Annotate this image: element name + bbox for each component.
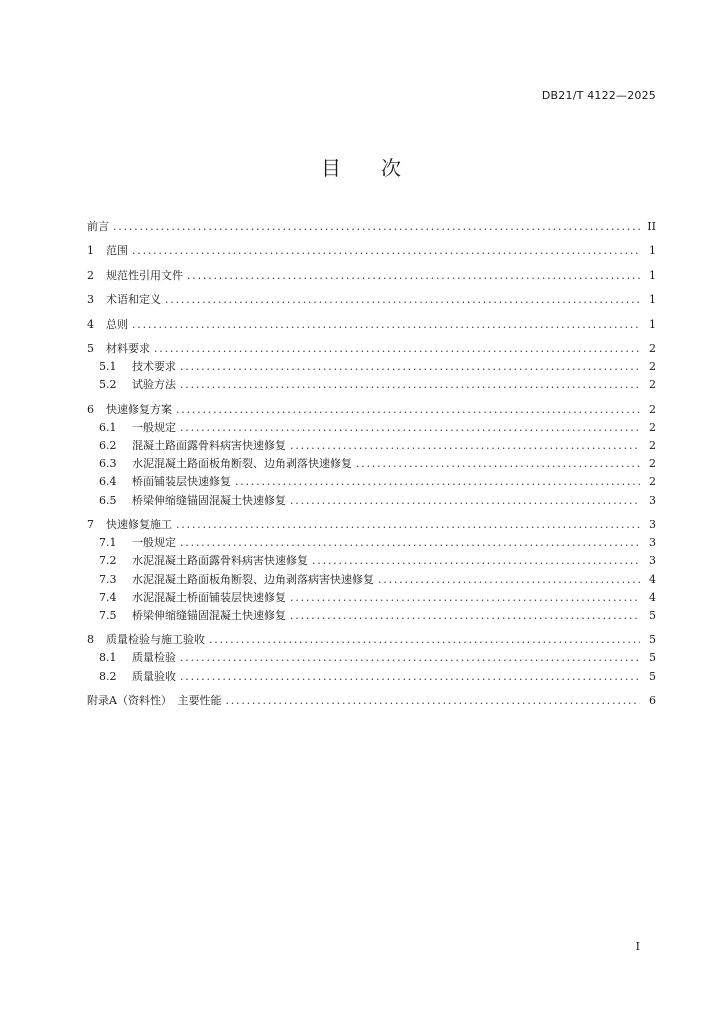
toc-entry-page: 4 — [649, 572, 656, 586]
toc-entry[interactable] — [87, 492, 656, 510]
toc-entry-label: 质量验收 — [132, 669, 176, 683]
toc-entry[interactable] — [87, 242, 656, 260]
toc-dot-leader — [187, 269, 640, 282]
toc-entry-label: 桥梁伸缩缝锚固混凝土快速修复 — [132, 493, 286, 507]
toc-entry-label: 总则 — [106, 317, 128, 331]
toc-entry-number: 5.2 — [99, 378, 117, 392]
toc-entry[interactable] — [87, 291, 656, 309]
toc-entry-page: 3 — [649, 493, 656, 507]
toc-dot-leader — [180, 378, 640, 391]
toc-entry[interactable] — [87, 376, 656, 394]
toc-entry-label: 桥梁伸缩缝锚固混凝土快速修复 — [132, 608, 286, 622]
toc-dot-leader — [165, 293, 640, 306]
toc-entry-number: 6.2 — [99, 439, 117, 452]
toc-entry[interactable] — [87, 631, 656, 649]
toc-entry-number: 7.5 — [99, 608, 117, 622]
toc-entry-label: 试验方法 — [132, 378, 176, 392]
toc-entry[interactable] — [87, 692, 656, 710]
toc-entry-page: 5 — [649, 651, 656, 665]
toc-dot-leader — [176, 403, 640, 416]
toc-dot-leader — [176, 518, 640, 531]
toc-entry-number: 7.2 — [99, 554, 117, 568]
toc-entry-number: 6.3 — [99, 457, 117, 471]
toc-entry-label: 水泥混凝土桥面铺装层快速修复 — [132, 590, 286, 604]
toc-entry-page: 1 — [649, 268, 656, 282]
standard-code: DB21/T 4122—2025 — [541, 89, 656, 102]
toc-entry[interactable] — [87, 401, 656, 419]
toc-entry-page: 2 — [649, 341, 656, 355]
toc-entry[interactable] — [87, 571, 656, 589]
toc-entry-label: 一般规定 — [132, 420, 176, 434]
toc-entry-page: 2 — [649, 457, 656, 471]
toc-entry[interactable] — [87, 589, 656, 607]
toc-entry-number: 8.2 — [99, 669, 117, 683]
title-char-left: 目 — [321, 156, 343, 180]
toc-entry[interactable] — [87, 267, 656, 285]
toc-entry-page: 3 — [649, 536, 656, 550]
page-title — [0, 152, 724, 181]
toc-entry-page: 2 — [649, 439, 656, 452]
toc-entry[interactable] — [87, 455, 656, 473]
toc-entry-label: 水泥混凝土路面板角断裂、边角剥落快速修复 — [132, 457, 352, 471]
toc-entry-number: 3 — [87, 293, 94, 307]
toc-entry-page: 3 — [649, 554, 656, 568]
toc-entry[interactable] — [87, 419, 656, 437]
toc-entry[interactable] — [87, 218, 656, 236]
toc-entry-page: 1 — [649, 293, 656, 307]
toc-entry-page: 5 — [649, 669, 656, 683]
toc-entry-label: 前言 — [87, 220, 109, 233]
toc-entry-label: 质量检验 — [132, 651, 176, 665]
toc-dot-leader — [132, 244, 640, 257]
toc-entry[interactable] — [87, 358, 656, 376]
toc-entry-page: 2 — [649, 420, 656, 434]
toc-entry-number: 6 — [87, 402, 94, 416]
toc-dot-leader — [180, 536, 640, 549]
toc-entry-number: 5 — [87, 341, 94, 355]
toc-entry-label: 快速修复方案 — [106, 402, 172, 416]
toc-entry[interactable] — [87, 473, 656, 491]
toc-entry-number: 6.1 — [99, 420, 117, 434]
toc-entry-number: 1 — [87, 244, 94, 258]
toc-dot-leader — [312, 554, 640, 567]
toc-entry-page: 1 — [649, 244, 656, 258]
toc-entry-page: 1 — [649, 317, 656, 331]
toc-dot-leader — [180, 670, 640, 683]
toc-dot-leader — [113, 220, 640, 233]
toc-entry-page: 2 — [649, 378, 656, 392]
toc-entry-number: 7.4 — [99, 590, 117, 604]
toc-dot-leader — [290, 494, 640, 507]
toc-dot-leader — [180, 421, 640, 434]
toc-dot-leader — [180, 651, 640, 664]
toc-entry-number: 8 — [87, 633, 94, 647]
toc-entry-label: 范围 — [106, 244, 128, 258]
toc-entry-page: 2 — [649, 475, 656, 489]
toc-entry[interactable] — [87, 437, 656, 455]
toc-dot-leader — [378, 573, 640, 586]
toc-entry-page: 4 — [649, 590, 656, 604]
toc-entry-number: 8.1 — [99, 651, 117, 665]
toc-entry-label: 一般规定 — [132, 536, 176, 550]
toc-entry-label: 快速修复施工 — [106, 517, 172, 531]
toc-entry[interactable] — [87, 534, 656, 552]
toc-entry-label: 术语和定义 — [106, 293, 161, 307]
toc-entry-number: 4 — [87, 317, 94, 331]
toc-entry-page: 6 — [649, 694, 656, 707]
footer-page-number: I — [635, 940, 640, 953]
toc-dot-leader — [132, 318, 640, 331]
toc-entry-page: 3 — [649, 517, 656, 531]
toc-dot-leader — [290, 591, 640, 604]
toc-dot-leader — [290, 439, 640, 452]
toc-dot-leader — [209, 633, 640, 646]
toc-dot-leader — [154, 342, 640, 355]
toc-dot-leader — [235, 475, 640, 488]
toc-entry-number: 7.3 — [99, 572, 117, 586]
toc-entry-label: 混凝土路面露骨料病害快速修复 — [132, 439, 286, 452]
toc-entry-number: 5.1 — [99, 360, 117, 374]
toc-entry-label: 规范性引用文件 — [106, 268, 183, 282]
toc-entry-number: 7 — [87, 517, 94, 531]
toc-entry[interactable] — [87, 316, 656, 334]
toc-entry-label: 水泥混凝土路面露骨料病害快速修复 — [132, 554, 308, 568]
table-of-contents — [87, 218, 656, 710]
toc-entry-label: 附录A（资料性） 主要性能 — [87, 694, 222, 707]
toc-entry[interactable] — [87, 668, 656, 686]
toc-entry[interactable] — [87, 607, 656, 625]
toc-dot-leader — [356, 457, 640, 470]
toc-entry-page: II — [647, 220, 656, 233]
toc-entry-label: 桥面铺装层快速修复 — [132, 475, 231, 489]
toc-entry[interactable] — [87, 552, 656, 570]
toc-entry-page: 5 — [649, 633, 656, 647]
toc-entry-number: 6.5 — [99, 493, 117, 507]
toc-entry-number: 7.1 — [99, 536, 117, 550]
toc-entry[interactable] — [87, 516, 656, 534]
toc-dot-leader — [290, 609, 640, 622]
toc-entry-label: 水泥混凝土路面板角断裂、边角剥落病害快速修复 — [132, 572, 374, 586]
toc-dot-leader — [225, 694, 640, 707]
toc-entry-page: 2 — [649, 360, 656, 374]
toc-dot-leader — [180, 360, 640, 373]
toc-entry-page: 5 — [649, 608, 656, 622]
toc-entry-page: 2 — [649, 402, 656, 416]
toc-entry-label: 技术要求 — [132, 360, 176, 374]
title-char-right: 次 — [381, 156, 403, 180]
toc-entry[interactable] — [87, 649, 656, 667]
toc-entry-number: 6.4 — [99, 475, 117, 489]
toc-entry-number: 2 — [87, 268, 94, 282]
toc-entry-label: 质量检验与施工验收 — [106, 633, 205, 647]
toc-entry[interactable] — [87, 340, 656, 358]
toc-entry-label: 材料要求 — [106, 341, 150, 355]
